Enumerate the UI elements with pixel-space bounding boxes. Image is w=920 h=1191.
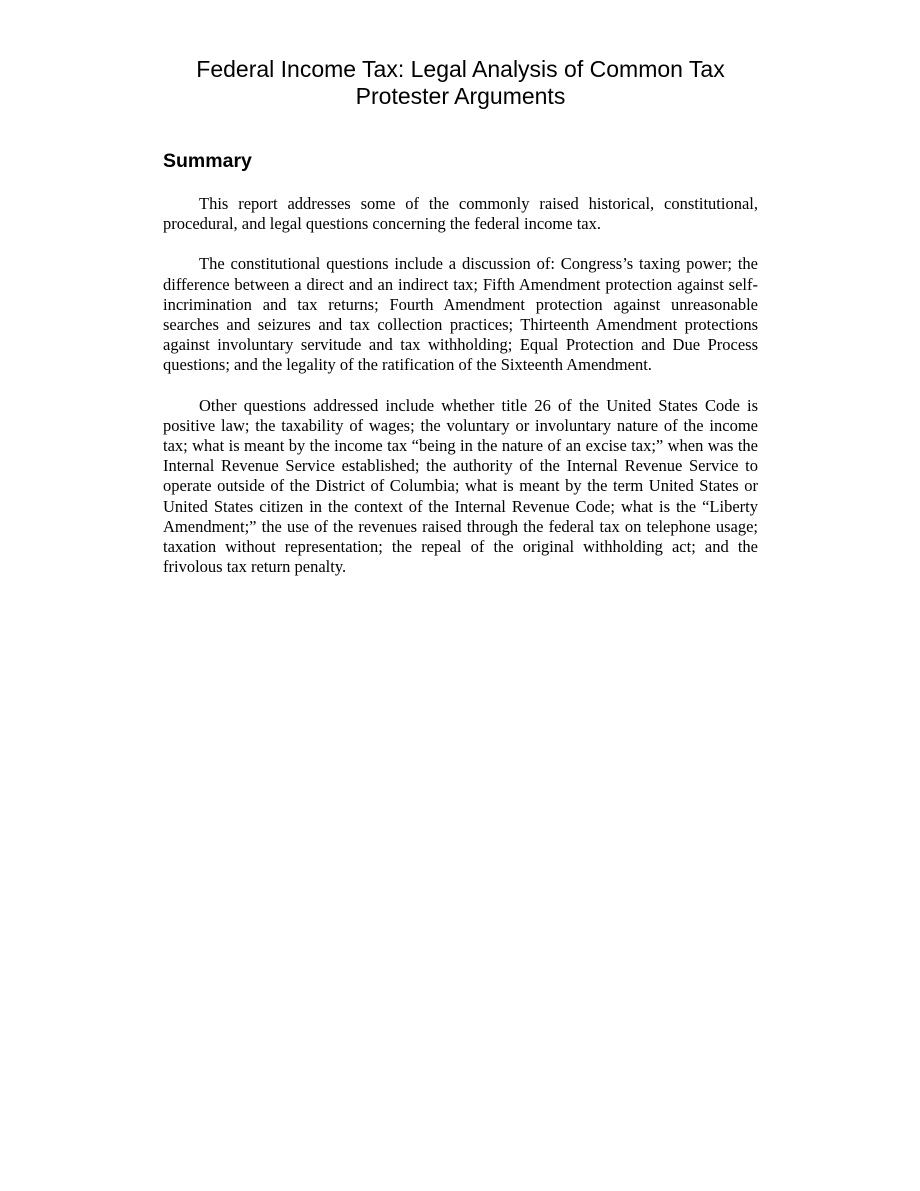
summary-paragraph-intro: This report addresses some of the commonly raised historical, constitutional, procedural, and legal questions concerning the federal income tax.: [163, 194, 758, 234]
document-page: [163, 56, 758, 577]
summary-heading: Summary: [163, 150, 252, 172]
summary-paragraph-other-questions: Other questions addressed include whether title 26 of the United States Code is positive law; the taxability of wages; the voluntary or involuntary nature of the income tax; what is meant by the income tax “being in the nature of an excise tax;” when was the Internal Revenue Service established; the authority of the Internal Revenue Service to operate outside of the District of Columbia; what is meant by the term United States or United States citizen in the context of the Internal Revenue Code; what is the “Liberty Amendment;” the use of the revenues raised through the federal tax on telephone usage; taxation without representation; the repeal of the original withholding act; and the frivolous tax return penalty.: [163, 395, 758, 577]
document-title: Federal Income Tax: Legal Analysis of Common Tax Protester Arguments: [196, 56, 725, 109]
summary-paragraph-constitutional: The constitutional questions include a discussion of: Congress’s taxing power; the difference between a direct and an indirect tax; Fifth Amendment protection against self-incrimination and tax returns; Fourth Amendment protection against unreasonable searches and seizures and tax collection practices; Thirteenth Amendment protections against involuntary servitude and tax withholding; Equal Protection and Due Process questions; and the legality of the ratification of the Sixteenth Amendment.: [163, 254, 758, 375]
